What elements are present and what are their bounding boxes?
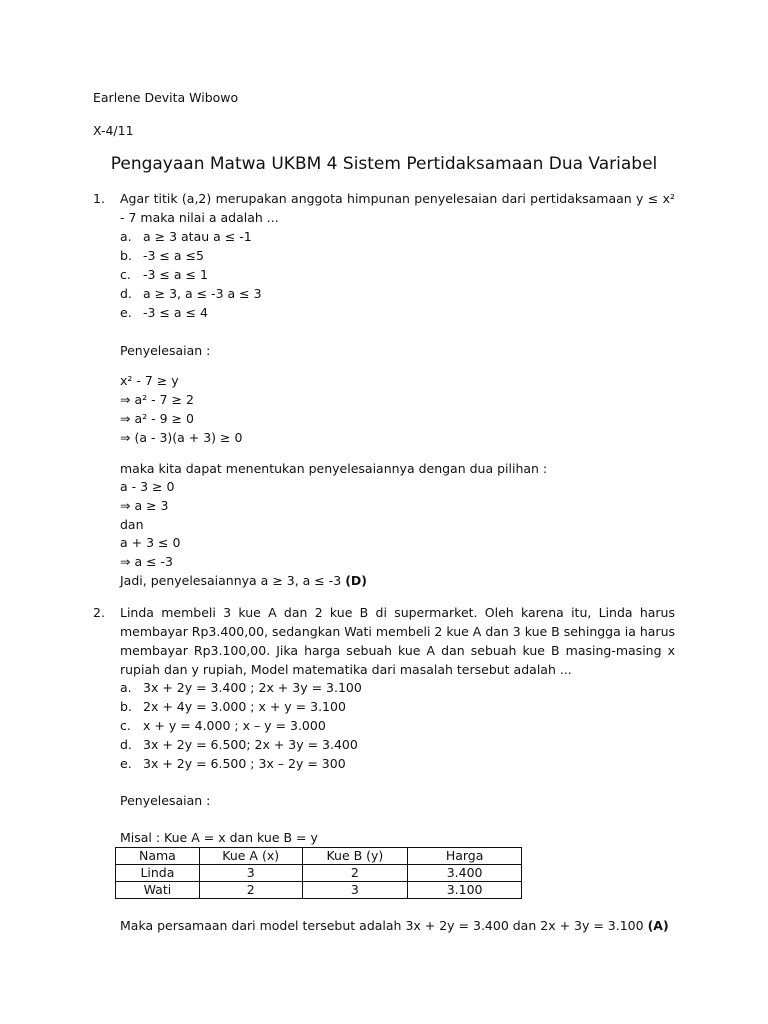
table-header-row xyxy=(116,848,522,865)
price-table xyxy=(115,847,522,899)
q1-step: ⇒ a² - 7 ≥ 2 xyxy=(120,392,194,407)
question-1-text: Agar titik (a,2) merupakan anggota himpunan penyelesaian dari pertidaksamaan y ≤ x² - 7 maka nilai a adalah ... xyxy=(120,191,675,225)
q1-option-c: c. -3 ≤ a ≤ 1 xyxy=(120,267,208,282)
q1-step: ⇒ a ≥ 3 xyxy=(120,498,169,513)
table-cell: 3.100 xyxy=(408,882,522,899)
table-cell: 3.400 xyxy=(408,865,522,882)
table-cell: Linda xyxy=(116,865,200,882)
table-cell: 3 xyxy=(302,882,408,899)
q1-step: maka kita dapat menentukan penyelesaiannya dengan dua pilihan : xyxy=(120,461,548,476)
q1-step: ⇒ a² - 9 ≥ 0 xyxy=(120,411,194,426)
q1-step: ⇒ (a - 3)(a + 3) ≥ 0 xyxy=(120,430,243,445)
q2-misal: Misal : Kue A = x dan kue B = y xyxy=(120,830,318,845)
q1-option-d: d. a ≥ 3, a ≤ -3 a ≤ 3 xyxy=(120,286,262,301)
document-title: Pengayaan Matwa UKBM 4 Sistem Pertidaksamaan Dua Variabel xyxy=(110,154,658,174)
table-row xyxy=(116,865,522,882)
q1-option-b: b. -3 ≤ a ≤5 xyxy=(120,248,204,263)
table-header-cell: Kue A (x) xyxy=(199,848,302,865)
q2-conclusion: Maka persamaan dari model tersebut adalah 3x + 2y = 3.400 dan 2x + 3y = 3.100 (A) xyxy=(120,918,669,933)
q2-answer: (A) xyxy=(647,918,669,933)
question-2-text: Linda membeli 3 kue A dan 2 kue B di supermarket. Oleh karena itu, Linda harus membayar Rp3.400,00, sedangkan Wati membeli 2 kue A dan 3 kue B sehingga ia harus membayar Rp3.100,00. Jika harga sebuah kue A dan sebuah kue B masing-masing x rupiah dan y rupiah, Model matematika dari masalah tersebut adalah ... xyxy=(120,605,676,677)
q2-option-e: e. 3x + 2y = 6.500 ; 3x – 2y = 300 xyxy=(120,756,346,771)
q1-solution-heading: Penyelesaian : xyxy=(120,343,211,358)
table-header-cell: Nama xyxy=(116,848,200,865)
q2-solution-heading: Penyelesaian : xyxy=(120,793,211,808)
q1-step: x² - 7 ≥ y xyxy=(120,373,179,388)
q1-answer: (D) xyxy=(345,573,368,588)
q1-step: dan xyxy=(120,517,144,532)
table-row xyxy=(116,882,522,899)
q1-option-a: a. a ≥ 3 atau a ≤ -1 xyxy=(120,229,252,244)
q1-conclusion: Jadi, penyelesaiannya a ≥ 3, a ≤ -3 (D) xyxy=(120,573,368,588)
q1-step: a + 3 ≤ 0 xyxy=(120,535,181,550)
class-label: X-4/11 xyxy=(93,123,134,138)
q2-option-a: a. 3x + 2y = 3.400 ; 2x + 3y = 3.100 xyxy=(120,680,362,695)
q1-step: ⇒ a ≤ -3 xyxy=(120,554,173,569)
question-2-number: 2. xyxy=(93,605,105,620)
table-header-cell: Harga xyxy=(408,848,522,865)
q2-option-b: b. 2x + 4y = 3.000 ; x + y = 3.100 xyxy=(120,699,346,714)
table-cell: 2 xyxy=(199,882,302,899)
table-header-cell: Kue B (y) xyxy=(302,848,408,865)
table-cell: Wati xyxy=(116,882,200,899)
q1-option-e: e. -3 ≤ a ≤ 4 xyxy=(120,305,208,320)
q1-step: a - 3 ≥ 0 xyxy=(120,479,175,494)
q2-option-d: d. 3x + 2y = 6.500; 2x + 3y = 3.400 xyxy=(120,737,358,752)
author-name: Earlene Devita Wibowo xyxy=(93,90,239,105)
question-1-number: 1. xyxy=(93,191,105,206)
table-cell: 3 xyxy=(199,865,302,882)
table-cell: 2 xyxy=(302,865,408,882)
q2-option-c: c. x + y = 4.000 ; x – y = 3.000 xyxy=(120,718,326,733)
